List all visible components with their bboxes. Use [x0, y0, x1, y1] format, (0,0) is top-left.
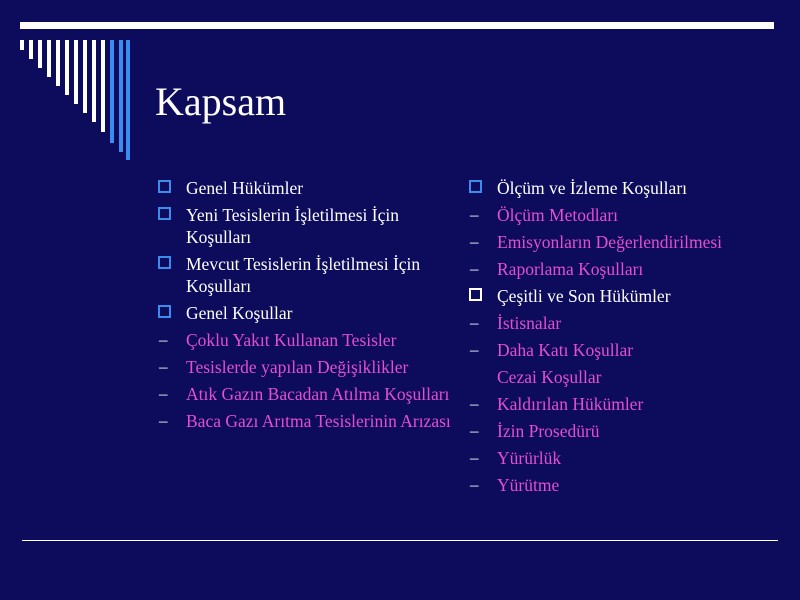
sub-item — [468, 339, 768, 361]
sub-item — [468, 204, 768, 226]
square-bullet-icon — [157, 253, 177, 275]
dash-bullet-icon: – — [470, 340, 479, 359]
stripe — [38, 40, 42, 68]
stripe — [83, 40, 87, 113]
item-text: Yürürlük — [497, 448, 562, 468]
square-bullet-icon — [158, 256, 171, 269]
dash-bullet-icon — [468, 258, 488, 280]
dash-bullet-icon: – — [159, 357, 168, 376]
bullet-item — [468, 177, 768, 199]
dash-bullet-icon: – — [470, 421, 479, 440]
item-text: Daha Katı Koşullar — [497, 340, 634, 360]
decorative-stripes — [0, 0, 140, 165]
dash-bullet-icon — [468, 474, 488, 496]
bottom-rule — [22, 540, 778, 541]
bullet-item — [157, 302, 457, 324]
item-text: Atık Gazın Bacadan Atılma Koşulları — [186, 384, 450, 404]
sub-item — [468, 447, 768, 469]
dash-bullet-icon: – — [470, 259, 479, 278]
sub-item — [468, 366, 768, 388]
square-bullet-icon — [158, 207, 171, 220]
slide-title: Kapsam — [155, 79, 287, 124]
bullet-item — [157, 177, 457, 199]
dash-bullet-icon — [468, 420, 488, 442]
item-text: Çoklu Yakıt Kullanan Tesisler — [186, 330, 397, 350]
item-text: Cezai Koşullar — [497, 367, 602, 387]
dash-bullet-icon: – — [470, 394, 479, 413]
dash-bullet-icon — [468, 393, 488, 415]
dash-bullet-icon — [157, 329, 177, 351]
stripe — [20, 40, 24, 50]
dash-bullet-icon: – — [470, 205, 479, 224]
sub-item — [468, 420, 768, 442]
stripe — [47, 40, 51, 77]
item-text: Yeni Tesislerin İşletilmesi İçin Koşulları — [186, 205, 399, 247]
stripe — [56, 40, 60, 86]
item-text: Kaldırılan Hükümler — [497, 394, 644, 414]
bullet-item — [157, 204, 457, 248]
square-bullet-icon — [157, 302, 177, 324]
bullet-item — [157, 253, 457, 297]
left-content-column — [157, 177, 457, 437]
item-text: Tesislerde yapılan Değişiklikler — [186, 357, 409, 377]
sub-item — [468, 258, 768, 280]
square-bullet-icon — [469, 288, 482, 301]
dash-bullet-icon: – — [159, 384, 168, 403]
dash-bullet-icon: – — [470, 448, 479, 467]
dash-bullet-icon — [468, 312, 488, 334]
square-bullet-icon — [468, 177, 488, 199]
item-text: Raporlama Koşulları — [497, 259, 644, 279]
dash-bullet-icon: – — [159, 411, 168, 430]
dash-bullet-icon — [157, 383, 177, 405]
dash-bullet-icon — [157, 356, 177, 378]
stripe — [101, 40, 105, 132]
no-marker — [468, 366, 488, 388]
stripe — [29, 40, 33, 59]
dash-bullet-icon — [468, 204, 488, 226]
stripe — [126, 40, 130, 160]
dash-bullet-icon — [468, 339, 488, 361]
sub-item — [468, 231, 768, 253]
dash-bullet-icon: – — [159, 330, 168, 349]
item-text: Ölçüm Metodları — [497, 205, 619, 225]
square-bullet-icon — [158, 180, 171, 193]
dash-bullet-icon: – — [470, 313, 479, 332]
square-bullet-icon — [157, 204, 177, 226]
square-bullet-icon — [157, 177, 177, 199]
dash-bullet-icon — [468, 447, 488, 469]
item-text: Baca Gazı Arıtma Tesislerinin Arızası — [186, 411, 451, 431]
square-bullet-icon — [468, 285, 488, 307]
stripe — [74, 40, 78, 104]
square-bullet-icon — [158, 305, 171, 318]
stripe — [110, 40, 114, 143]
item-text: İzin Prosedürü — [497, 421, 600, 441]
item-text: Emisyonların Değerlendirilmesi — [497, 232, 723, 252]
stripe — [65, 40, 69, 95]
sub-item — [468, 474, 768, 496]
item-text: Genel Hükümler — [186, 178, 304, 198]
sub-item — [157, 410, 457, 432]
square-bullet-icon — [469, 180, 482, 193]
sub-item — [157, 329, 457, 351]
item-text: Çeşitli ve Son Hükümler — [497, 286, 671, 306]
stripe — [92, 40, 96, 122]
stripe — [119, 40, 123, 152]
item-text: Genel Koşullar — [186, 303, 293, 323]
right-content-column — [468, 177, 768, 501]
sub-item — [157, 383, 457, 405]
item-text: Mevcut Tesislerin İşletilmesi İçin Koşulları — [186, 254, 421, 296]
sub-item — [157, 356, 457, 378]
item-text: Yürütme — [497, 475, 560, 495]
dash-bullet-icon — [468, 231, 488, 253]
item-text: Ölçüm ve İzleme Koşulları — [497, 178, 688, 198]
dash-bullet-icon — [157, 410, 177, 432]
dash-bullet-icon: – — [470, 475, 479, 494]
sub-item — [468, 312, 768, 334]
dash-bullet-icon: – — [470, 232, 479, 251]
item-text: İstisnalar — [497, 313, 562, 333]
sub-item — [468, 393, 768, 415]
bullet-item — [468, 285, 768, 307]
